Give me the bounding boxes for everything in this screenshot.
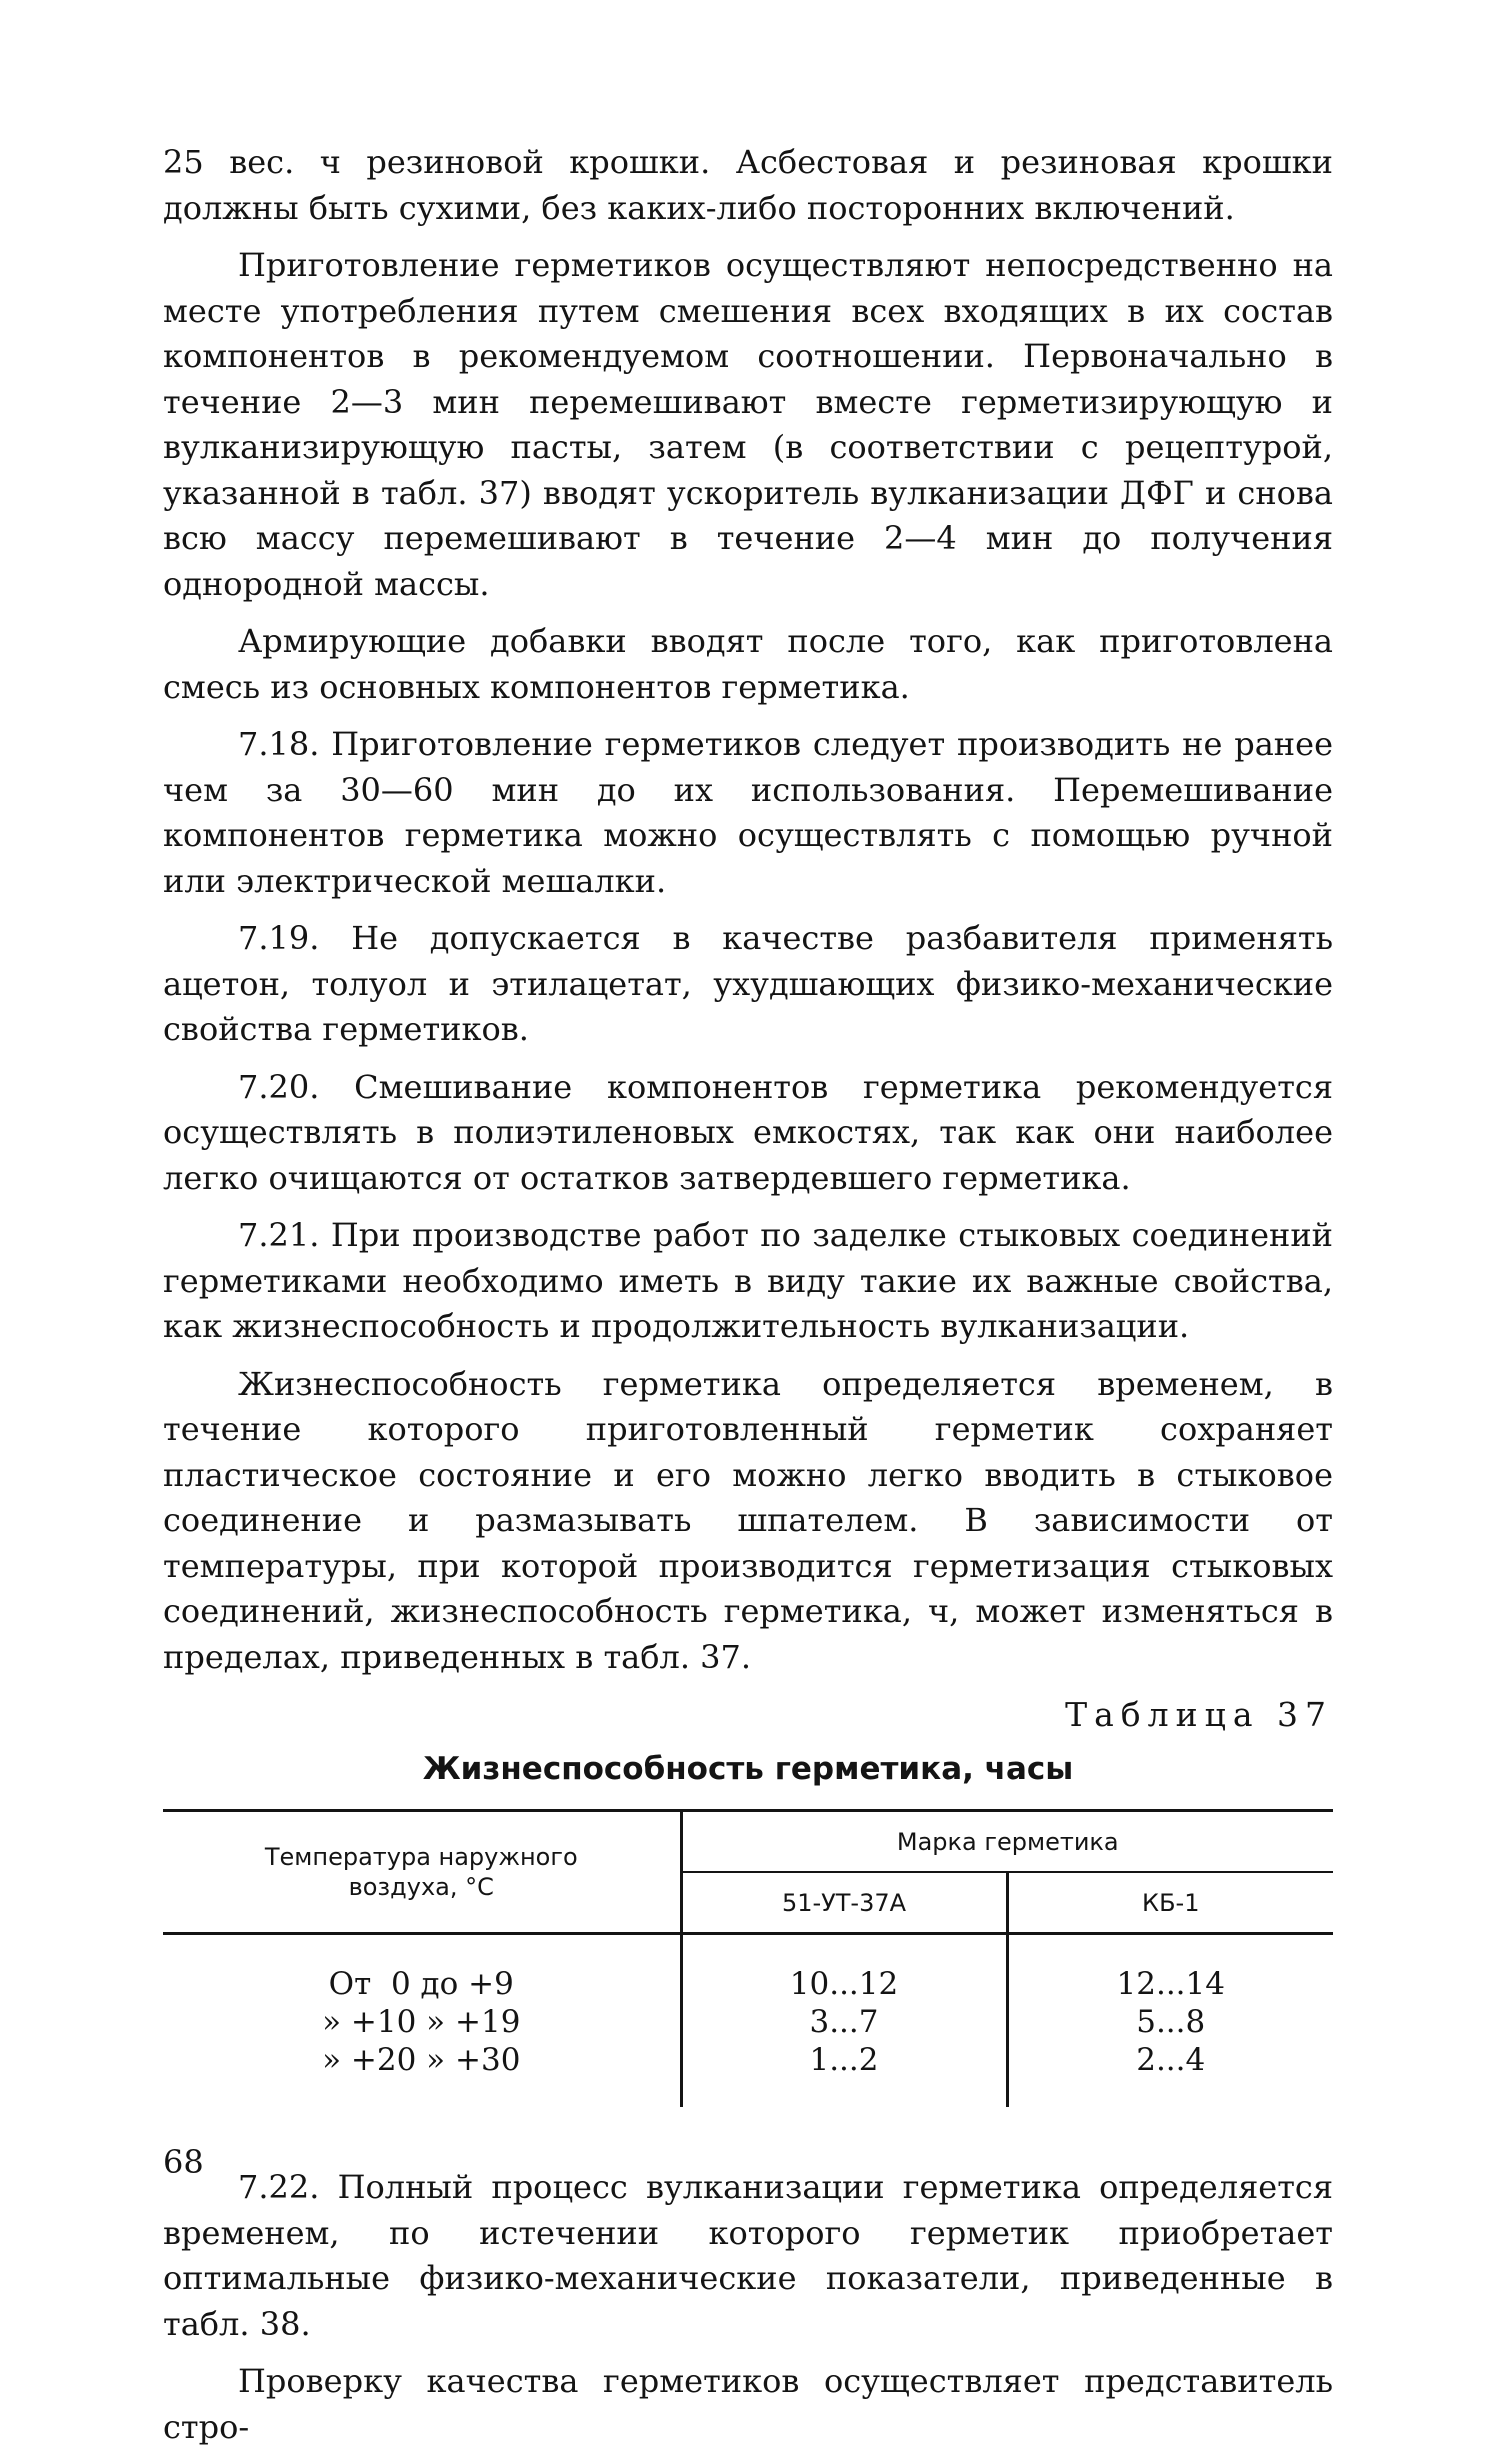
table-cell-value: 12...14 <box>1116 1966 1225 2002</box>
page-content <box>163 140 1333 2462</box>
values-kb-1 <box>1007 1934 1333 2108</box>
table-cell-value: 5...8 <box>1136 2004 1206 2040</box>
temperature-range: » +10 » +19 <box>322 2004 521 2040</box>
paragraph: Приготовление герметиков осуществляют непосредственно на месте употребления путем смешения всех входящих в их состав компонентов в рекомендуемом соотношении. Первоначально в течение 2—3 мин перемешивают вместе герметизирующую и вулканизирующую пасты, затем (в соответствии с рецептурой, указанной в табл. 37) вводят ускоритель вулканизации ДФГ и снова всю массу перемешивают в течение 2—4 мин до получения однородной массы. <box>163 246 1333 603</box>
paragraph-7-21: 7.21. При производстве работ по заделке стыковых соединений герметиками необходимо иметь в виду такие их важные свойства, как жизнеспособность и продолжительность вулканизации. <box>163 1216 1333 1345</box>
header-temperature-line: воздуха, °С <box>348 1873 494 1901</box>
header-col-51-ut-37a: 51-УТ-37А <box>681 1872 1007 1934</box>
table-label: Таблица 37 <box>1065 1695 1333 1734</box>
page-number: 68 <box>163 2143 204 2181</box>
table-cell-value: 3...7 <box>809 2004 879 2040</box>
paragraph-7-20: 7.20. Смешивание компонентов герметика рекомендуется осуществлять в полиэтиленовых емкостях, так как они наиболее легко очищаются от остатков затвердевшего герметика. <box>163 1067 1333 1197</box>
paragraph-7-19: 7.19. Не допускается в качестве разбавителя применять ацетон, толуол и этилацетат, ухудшающих физико-механические свойства герметиков. <box>163 919 1333 1048</box>
paragraph-7-22: 7.22. Полный процесс вулканизации герметика определяется временем, по истечении которого герметик приобретает оптимальные физико-механические показатели, приведенные в табл. 38. <box>163 2168 1333 2343</box>
table-cell-value: 10...12 <box>789 1966 899 2002</box>
paragraph-7-18: 7.18. Приготовление герметиков следует производить не ранее чем за 30—60 мин до их использования. Перемешивание компонентов герметика можно осуществлять с помощью ручной или электрической мешалки. <box>163 725 1333 900</box>
paragraph: Проверку качества герметиков осуществляет представитель стро- <box>163 2362 1333 2446</box>
section-after-table <box>163 2165 1333 2450</box>
header-temperature-line: Температура наружного <box>264 1843 578 1871</box>
temperature-range: От 0 до +9 <box>328 1966 514 2002</box>
temperature-cell <box>163 1934 681 2108</box>
table-cell-value: 2...4 <box>1136 2042 1206 2078</box>
pot-life-table <box>163 1809 1333 2107</box>
header-sealant-brand: Марка герметика <box>681 1811 1333 1873</box>
header-col-kb-1: КБ-1 <box>1007 1872 1333 1934</box>
table-title: Жизнеспособность герметика, часы <box>422 1751 1074 1787</box>
paragraph: Армирующие добавки вводят после того, как приготовлена смесь из основных компонентов герметика. <box>163 622 1333 706</box>
header-temperature <box>163 1811 681 1934</box>
table-row <box>163 1934 1333 2108</box>
table-cell-value: 1...2 <box>809 2042 879 2078</box>
temperature-range: » +20 » +30 <box>322 2042 521 2078</box>
values-51-ut-37a <box>681 1934 1007 2108</box>
paragraph: Жизнеспособность герметика определяется временем, в течение которого приготовленный герметик сохраняет пластическое состояние и его можно легко вводить в стыковое соединение и размазывать шпателем. В зависимости от температуры, при которой производится герметизация стыковых соединений, жизнеспособность герметика, ч, может изменяться в пределах, приведенных в табл. 37. <box>163 1364 1333 1676</box>
paragraph: 25 вес. ч резиновой крошки. Асбестовая и резиновая крошки должны быть сухими, без каких-либо посторонних включений. <box>163 143 1333 227</box>
